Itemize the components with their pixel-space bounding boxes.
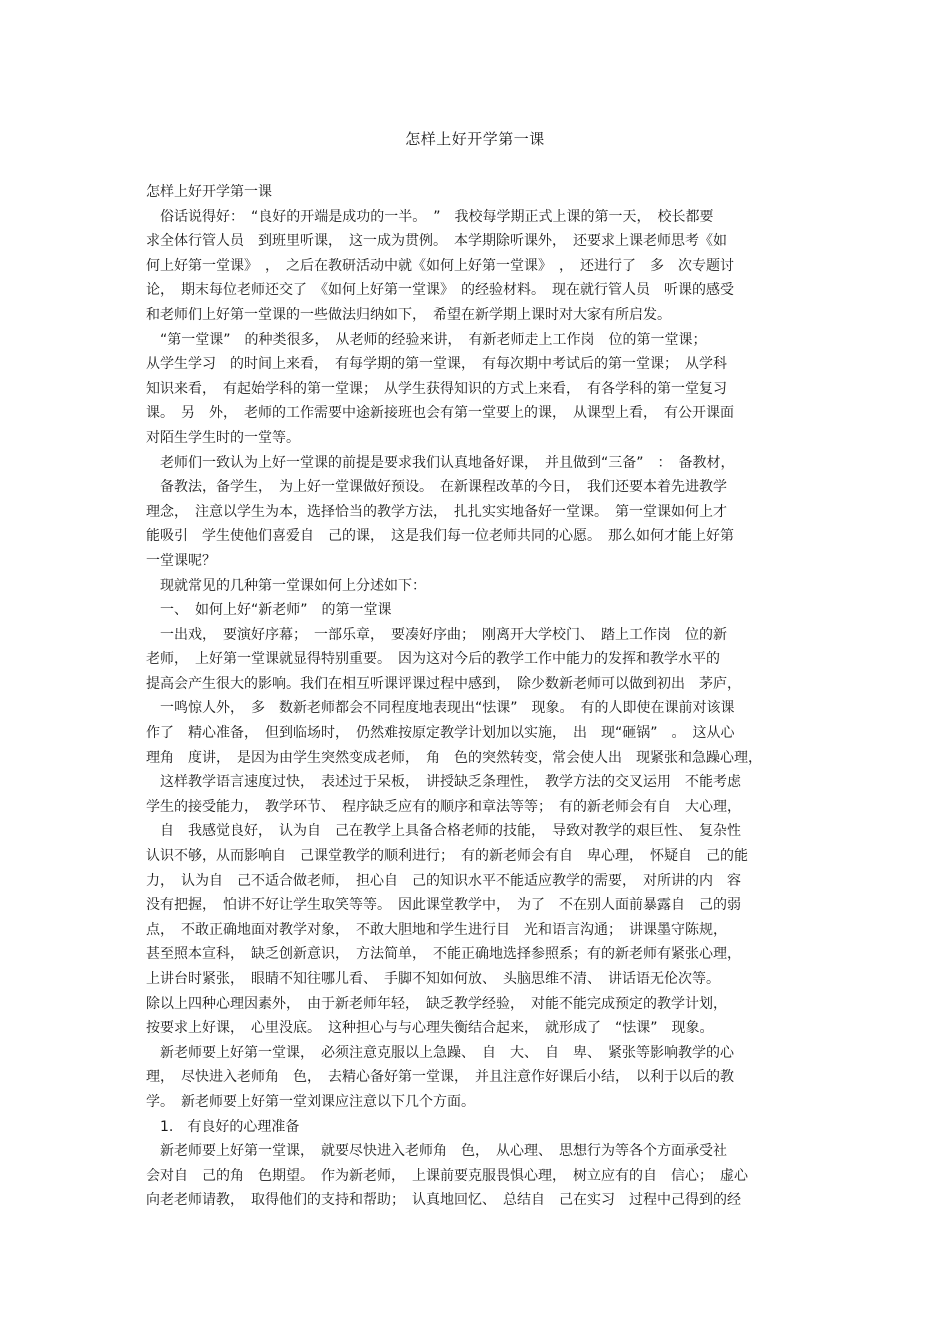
text-line: 求全体行管人员 到班里听课， 这一成为贯例。 本学期除听课外， 还要求上课老师思考《如 (146, 233, 727, 250)
text-line: 1. 有良好的心理准备 (146, 1118, 300, 1135)
text-line: 一堂课呢？ (146, 552, 216, 569)
text-line: “第一堂课” 的种类很多， 从老师的经验来讲， 有新老师走上工作岗 位的第一堂课； (146, 331, 707, 348)
text-line: 何上好第一堂课》 ， 之后在教研活动中就《如何上好第一堂课》 ， 还进行了 多 次专题讨 (146, 257, 734, 274)
text-line: 新老师要上好第一堂课， 就要尽快进入老师角 色， 从心理、 思想行为等各个方面承受社 (146, 1143, 727, 1160)
text-line: 甚至照本宣科， 缺乏创新意识， 方法简单， 不能正确地选择参照系；有的新老师有紧张心理， (146, 946, 741, 963)
text-line: 论， 期末每位老师还交了 《如何上好第一堂课》 的经验材料。 现在就行管人员 听课的感受 (146, 282, 734, 299)
text-line: 向老老师请教， 取得他们的支持和帮助； 认真地回忆、 总结自 己在实习 过程中己得到的经 (146, 1192, 741, 1209)
text-line: 一、 如何上好“新老师” 的第一堂课 (146, 602, 392, 619)
text-line: 上讲台时紧张， 眼睛不知往哪儿看、 手脚不知如何放、 头脑思维不清、 讲话语无伦次等。 (146, 971, 720, 987)
text-line: 学生的接受能力， 教学环节、 程序缺乏应有的顺序和章法等等； 有的新老师会有自 大心理， (146, 798, 741, 815)
text-line: 新老师要上好第一堂课， 必须注意克服以上急躁、 自 大、 自 卑、 紧张等影响教学的心 (146, 1044, 734, 1061)
text-line: 俗话说得好： “良好的开端是成功的一半。 ” 我校每学期正式上课的第一天， 校长都要 (146, 208, 714, 225)
text-line: 一鸣惊人外， 多 数新老师都会不同程度地表现出“怯课” 现象。 有的人即使在课前对该课 (146, 700, 735, 717)
document-body (146, 180, 816, 1213)
text-line: 认识不够，从而影响自 己课堂教学的顺利进行； 有的新老师会有自 卑心理， 怀疑自 己的能 (146, 848, 748, 865)
text-line: 能吸引 学生使他们喜爱自 己的课， 这是我们每一位老师共同的心愿。 那么如何才能上好第 (146, 528, 734, 545)
text-line: 除以上四种心理因素外， 由于新老师年轻， 缺乏教学经验， 对能不能完成预定的教学计划， (146, 995, 727, 1012)
text-line: 对陌生学生时的一堂等。 (146, 429, 300, 446)
text-line: 自 我感觉良好， 认为自 己在教学上具备合格老师的技能， 导致对教学的艰巨性、 复杂性 (146, 823, 741, 840)
text-line: 按要求上好课， 心里没底。 这种担心与与心理失衡结合起来， 就形成了 “怯课” 现象。 (146, 1020, 714, 1037)
text-line: 课。 另 外， 老师的工作需要中途新接班也会有第一堂要上的课， 从课型上看， 有公开课面 (146, 405, 734, 422)
text-line: 没有把握， 怕讲不好让学生取笑等等。 因此课堂教学中， 为了 不在别人面前暴露自 己的弱 (146, 897, 741, 914)
text-line: 作了 精心准备， 但到临场时， 仍然难按原定教学计划加以实施， 出 现“砸锅” 。 这从心 (146, 725, 735, 742)
text-line: 力， 认为自 己不适合做老师， 担心自 己的知识水平不能适应教学的需要， 对所讲的内 容 (146, 872, 741, 889)
text-line: 和老师们上好第一堂课的一些做法归纳如下， 希望在新学期上课时对大家有所启发。 (146, 306, 671, 323)
text-line: 老师们一致认为上好一堂课的前提是要求我们认真地备好课， 并且做到“三备” ： 备教材， (146, 454, 735, 471)
text-line: 学。 新老师要上好第一堂刘课应注意以下几个方面。 (146, 1093, 475, 1110)
document-title: 怎样上好开学第一课 (405, 130, 545, 148)
text-line: 现就常见的几种第一堂课如何上分述如下： (146, 577, 426, 594)
text-line: 点， 不敢正确地面对教学对象， 不敢大胆地和学生进行目 光和语言沟通； 讲课墨守陈规， (146, 921, 727, 938)
text-line: 理， 尽快进入老师角 色， 去精心备好第一堂课， 并且注意作好课后小结， 以利于以后的教 (146, 1069, 734, 1086)
text-line: 会对自 己的角 色期望。 作为新老师， 上课前要克服畏惧心理， 树立应有的自 信心； 虚心 (146, 1167, 748, 1184)
text-line: 理角 度讲， 是因为由学生突然变成老师， 角 色的突然转变，常会使人出 现紧张和急躁心理， (146, 749, 762, 766)
text-line: 一出戏， 要演好序幕； 一部乐章， 要凑好序曲； 刚离开大学校门、 踏上工作岗 位的新 (146, 626, 727, 643)
text-line: 备教法，备学生， 为上好一堂课做好预设。 在新课程改革的今日， 我们还要本着先进教学 (146, 479, 727, 496)
text-line: 这样教学语言速度过快， 表述过于呆板， 讲授缺乏条理性， 教学方法的交叉运用 不能考虑 (146, 774, 741, 791)
text-line: 理念， 注意以学生为本，选择恰当的教学方法， 扎扎实实地备好一堂课。 第一堂课如何上才 (146, 503, 727, 520)
text-line: 提高会产生很大的影响。我们在相互听课评课过程中感到， 除少数新老师可以做到初出 茅庐， (146, 675, 741, 692)
text-line: 从学生学习 的时间上来看， 有每学期的第一堂课， 有每次期中考试后的第一堂课； 从学科 (146, 356, 727, 373)
text-line: 知识来看， 有起始学科的第一堂课； 从学生获得知识的方式上来看， 有各学科的第一堂复习 (146, 380, 727, 397)
text-line: 怎样上好开学第一课 (146, 184, 272, 200)
text-line: 老师， 上好第一堂课就显得特别重要。 因为这对今后的教学工作中能力的发挥和教学水平的 (146, 651, 720, 668)
